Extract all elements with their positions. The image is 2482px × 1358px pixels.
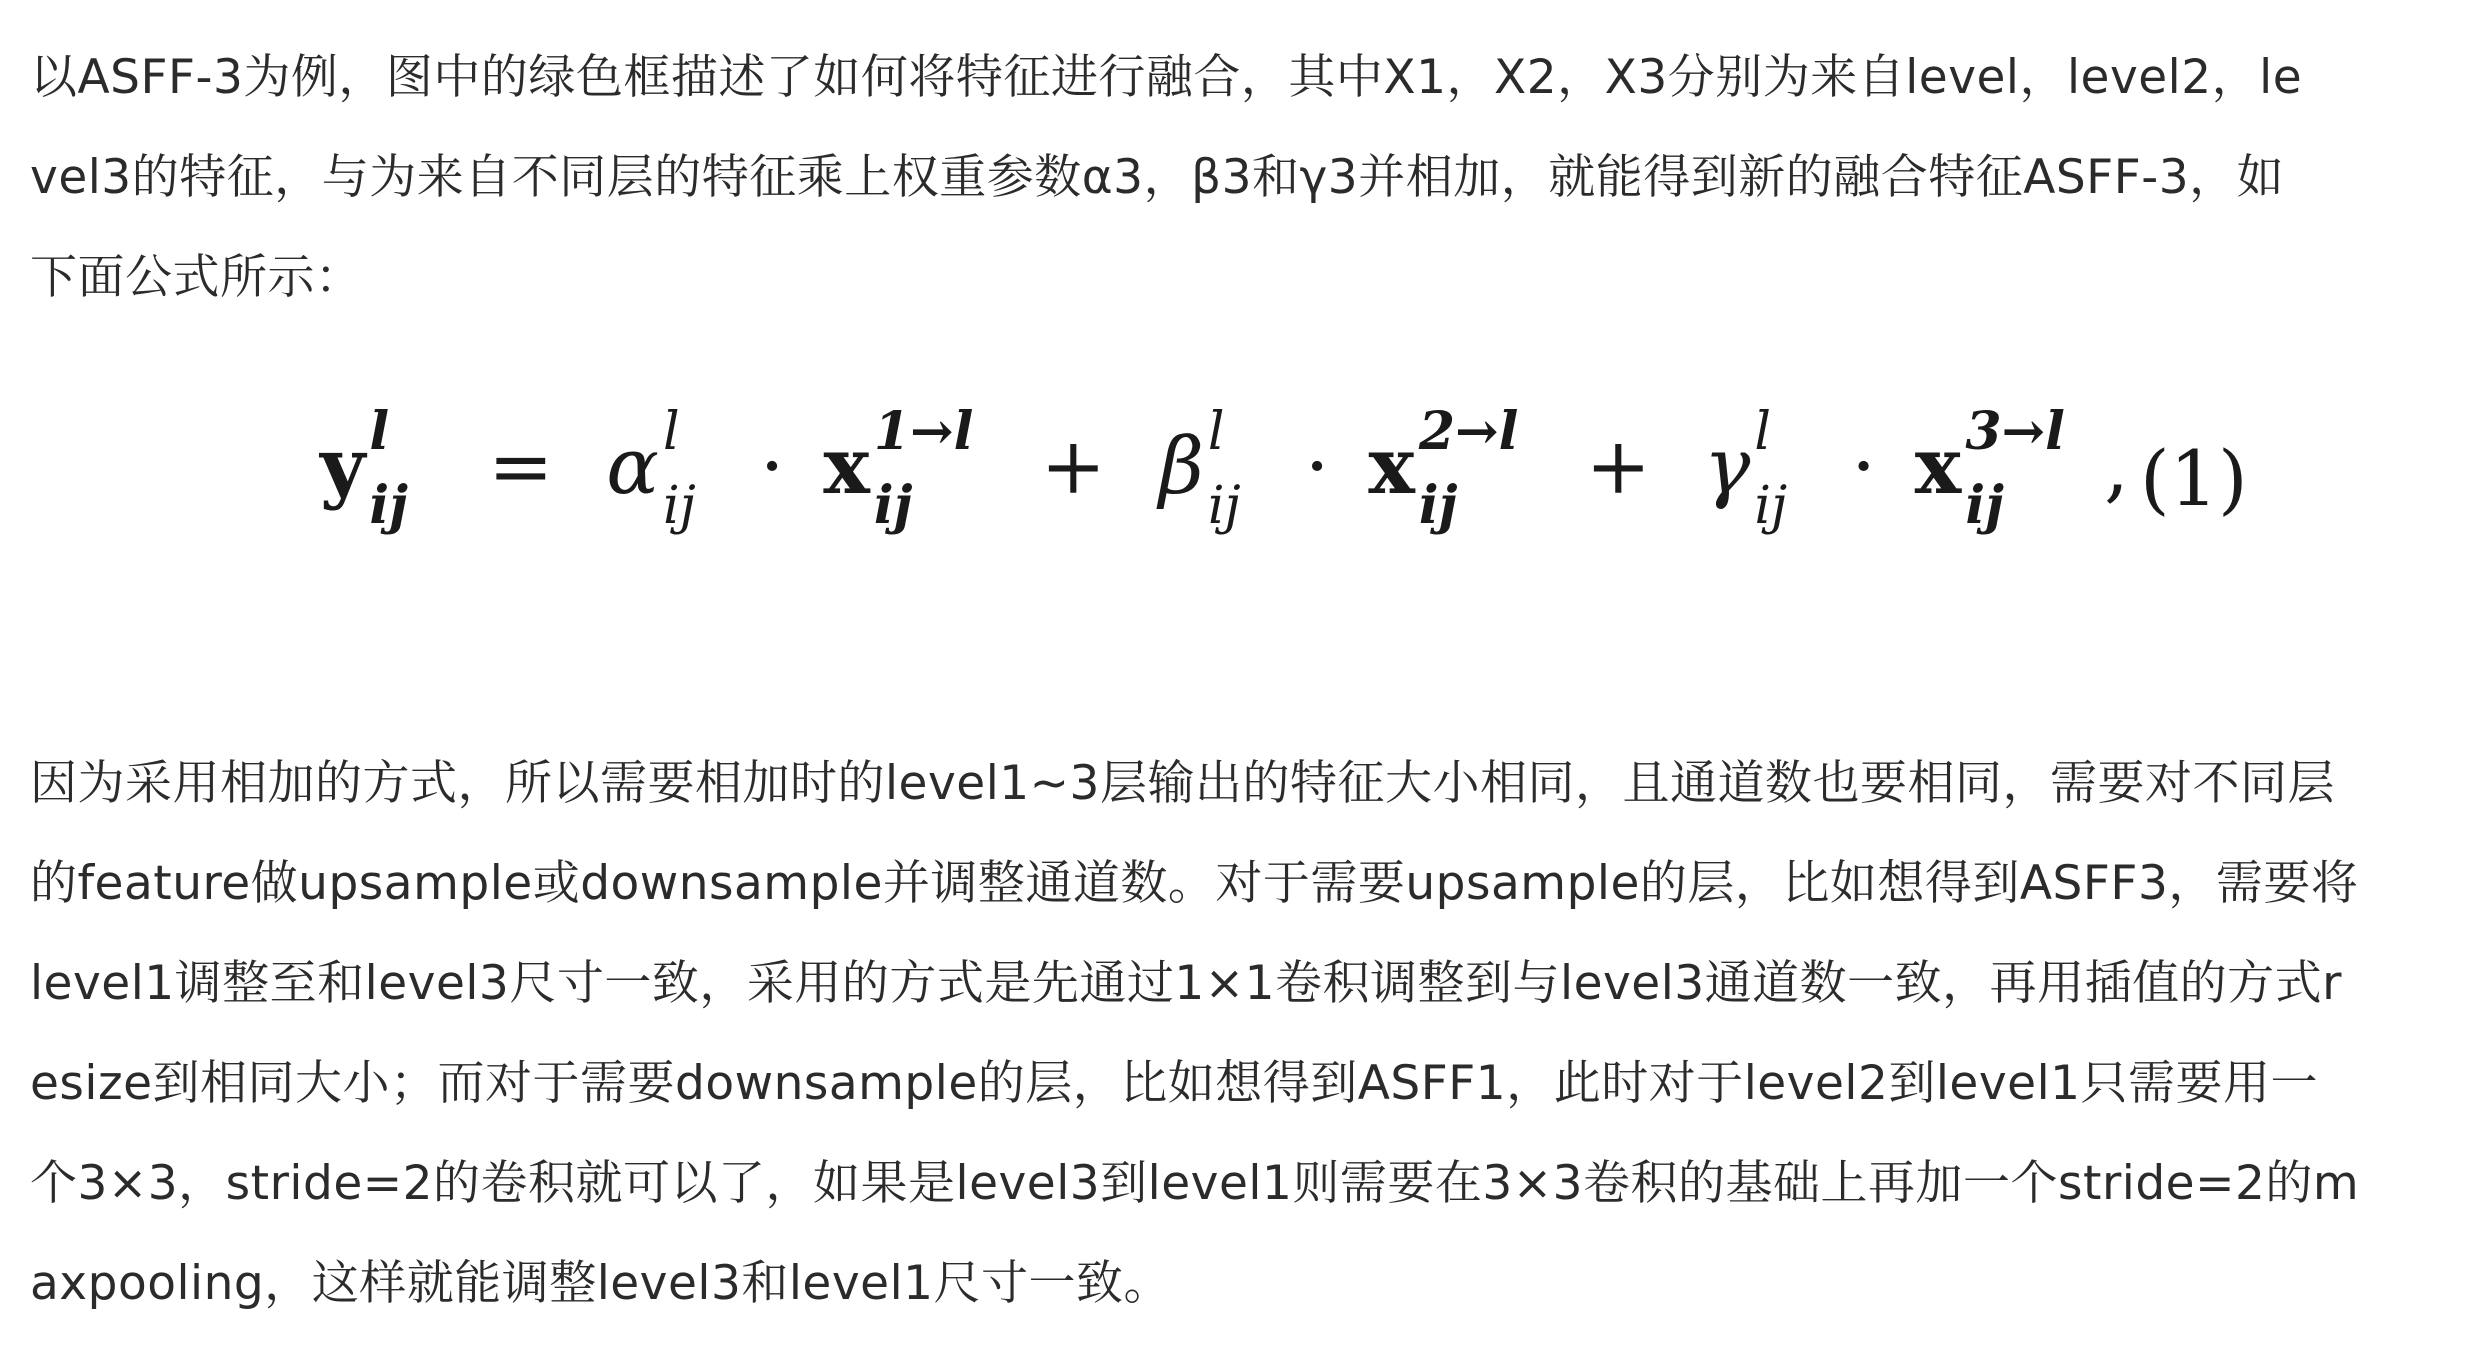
eq-y-sup: l bbox=[369, 401, 390, 462]
eq-dot-2: · bbox=[1304, 422, 1330, 512]
eq-alpha: α l ij bbox=[606, 402, 696, 536]
eq-y: y l ij bbox=[320, 401, 408, 536]
eq-alpha-sub: ij bbox=[662, 476, 696, 536]
eq-beta-sub: ij bbox=[1207, 476, 1241, 536]
explanation-paragraph: 因为采用相加的方式，所以需要相加时的level1~3层输出的特征大小相同，且通道数也要相同，需要对不同层的feature做upsample或downsample并调整通道数。对于需要upsample的层，比如想得到ASFF3，需要将level1调整至和level3尺寸一致，采用的方式是先通过1×1卷积调整到与level3通道数一致，再用插值的方式resize到相同大小；而对于需要downsample的层，比如想得到ASFF1，此时对于level2到level1只需要用一个3×3，stride=2的卷积就可以了，如果是level3到level1则需要在3×3卷积的基础上再加一个stride=2的maxpooling，这样就能调整level3和level1尺寸一致。 bbox=[30, 756, 2360, 1311]
eq-x3-sub: ij bbox=[1965, 475, 2004, 536]
explanation-section bbox=[30, 734, 2360, 1334]
eq-x1-sup: 1→l bbox=[873, 401, 974, 462]
intro-paragraph: 以ASFF-3为例，图中的绿色框描述了如何将特征进行融合，其中X1，X2，X3分别为来自level，level2，level3的特征，与为来自不同层的特征乘上权重参数α3，β3和γ3并相加，就能得到新的融合特征ASFF-3，如下面公式所示： bbox=[30, 50, 2303, 305]
eq-x2-sub: ij bbox=[1418, 475, 1458, 536]
eq-x2-sup: 2→l bbox=[1418, 401, 1519, 462]
document-body bbox=[30, 0, 2330, 328]
eq-gamma-sup: l bbox=[1754, 402, 1772, 462]
eq-dot-1: · bbox=[759, 422, 785, 512]
equation-block bbox=[0, 401, 2482, 620]
eq-plus-2: + bbox=[1585, 422, 1651, 512]
eq-gamma: γ l ij bbox=[1703, 402, 1788, 536]
eq-x3-sup: 3→l bbox=[1965, 401, 2065, 462]
eq-y-sub: ij bbox=[369, 475, 408, 536]
equation-number: (1) bbox=[2140, 434, 2248, 523]
eq-plus-1: + bbox=[1040, 422, 1107, 512]
eq-beta-sup: l bbox=[1207, 402, 1225, 462]
fusion-equation bbox=[320, 401, 2129, 536]
eq-dot-3: · bbox=[1851, 422, 1876, 512]
eq-alpha-sup: l bbox=[662, 402, 680, 462]
eq-x1-sub: ij bbox=[873, 475, 913, 536]
eq-x3: x 3→l ij bbox=[1914, 401, 2065, 536]
eq-gamma-sub: ij bbox=[1754, 476, 1788, 536]
eq-x2: x 2→l ij bbox=[1368, 401, 1519, 536]
eq-beta: β l ij bbox=[1158, 402, 1241, 536]
eq-equals: = bbox=[488, 422, 554, 512]
eq-x1: x 1→l ij bbox=[823, 401, 974, 536]
eq-comma: , bbox=[2104, 422, 2129, 512]
